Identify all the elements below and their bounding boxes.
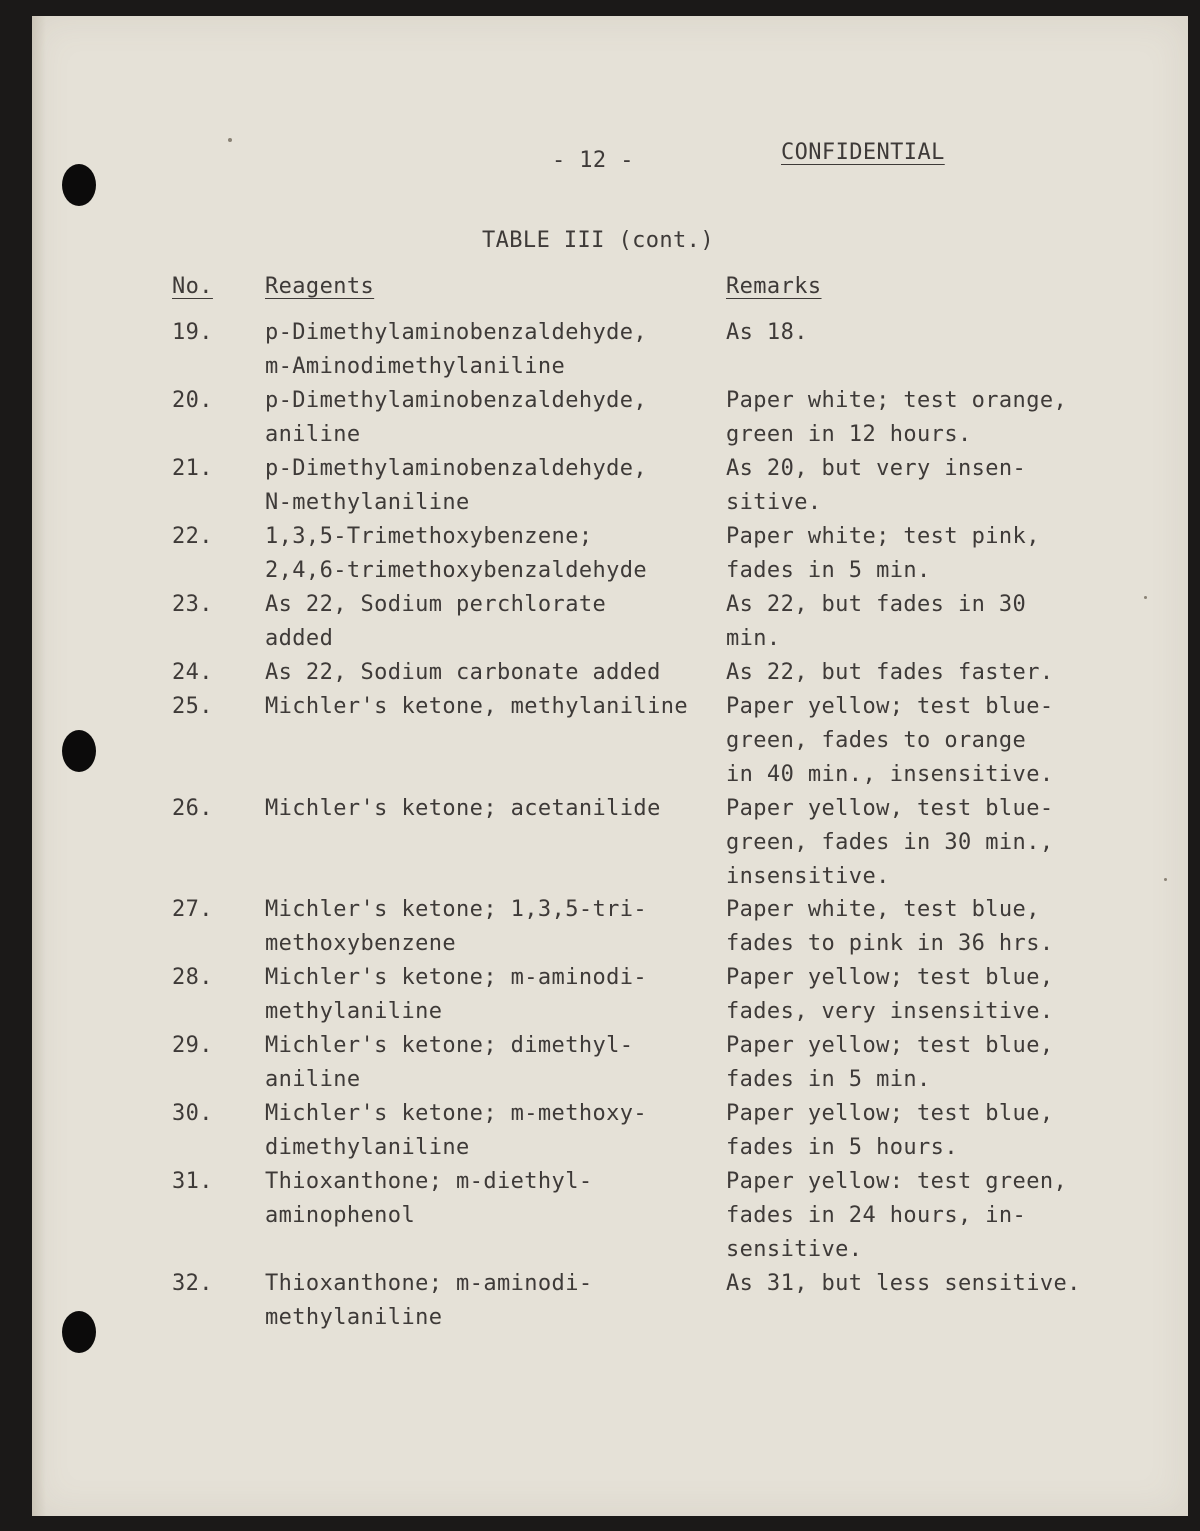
row-number: 30. bbox=[172, 1101, 213, 1126]
reagent-line: Michler's ketone; acetanilide bbox=[265, 796, 661, 821]
row-number: 19. bbox=[172, 320, 213, 345]
row-number: 26. bbox=[172, 796, 213, 821]
remark-line: Paper yellow: test green, bbox=[726, 1169, 1068, 1194]
row-number: 31. bbox=[172, 1169, 213, 1194]
remark-line: fades, very insensitive. bbox=[726, 999, 1054, 1024]
row-number: 24. bbox=[172, 660, 213, 685]
column-header-remarks: Remarks bbox=[726, 274, 822, 299]
remark-line: As 18. bbox=[726, 320, 808, 345]
remark-line: Paper white, test blue, bbox=[726, 897, 1040, 922]
row-number: 29. bbox=[172, 1033, 213, 1058]
column-header-reagents: Reagents bbox=[265, 274, 375, 299]
reagent-line: dimethylaniline bbox=[265, 1135, 470, 1160]
remark-line: Paper yellow; test blue, bbox=[726, 1033, 1054, 1058]
remark-line: fades in 5 min. bbox=[726, 558, 931, 583]
reagent-line: Michler's ketone; m-aminodi- bbox=[265, 965, 648, 990]
paper-speck bbox=[1164, 878, 1167, 881]
reagent-line: 2,4,6-trimethoxybenzaldehyde bbox=[265, 558, 648, 583]
remark-line: green, fades in 30 min., bbox=[726, 830, 1054, 855]
paper-speck bbox=[228, 138, 232, 142]
reagent-line: Michler's ketone; 1,3,5-tri- bbox=[265, 897, 648, 922]
column-header-no: No. bbox=[172, 274, 213, 299]
reagent-line: N-methylaniline bbox=[265, 490, 470, 515]
reagent-line: Thioxanthone; m-aminodi- bbox=[265, 1271, 593, 1296]
remark-line: green, fades to orange bbox=[726, 728, 1027, 753]
reagent-line: Michler's ketone; m-methoxy- bbox=[265, 1101, 648, 1126]
remark-line: fades to pink in 36 hrs. bbox=[726, 931, 1054, 956]
row-number: 21. bbox=[172, 456, 213, 481]
page-number: - 12 - bbox=[552, 148, 634, 173]
remark-line: in 40 min., insensitive. bbox=[726, 762, 1054, 787]
reagent-line: methylaniline bbox=[265, 999, 443, 1024]
reagent-line: Thioxanthone; m-diethyl- bbox=[265, 1169, 593, 1194]
classification-label: CONFIDENTIAL bbox=[781, 140, 945, 165]
remark-line: Paper yellow; test blue- bbox=[726, 694, 1054, 719]
row-number: 27. bbox=[172, 897, 213, 922]
remark-line: Paper yellow, test blue- bbox=[726, 796, 1054, 821]
reagent-line: p-Dimethylaminobenzaldehyde, bbox=[265, 456, 648, 481]
reagent-line: aniline bbox=[265, 1067, 361, 1092]
reagent-line: Michler's ketone, methylaniline bbox=[265, 694, 688, 719]
reagent-line: p-Dimethylaminobenzaldehyde, bbox=[265, 320, 648, 345]
row-number: 23. bbox=[172, 592, 213, 617]
remark-line: fades in 5 min. bbox=[726, 1067, 931, 1092]
reagent-line: Michler's ketone; dimethyl- bbox=[265, 1033, 634, 1058]
reagent-line: As 22, Sodium carbonate added bbox=[265, 660, 661, 685]
reagent-line: added bbox=[265, 626, 334, 651]
reagent-line: aniline bbox=[265, 422, 361, 447]
remark-line: min. bbox=[726, 626, 781, 651]
reagent-line: m-Aminodimethylaniline bbox=[265, 354, 566, 379]
remark-line: Paper yellow; test blue, bbox=[726, 965, 1054, 990]
remark-line: sensitive. bbox=[726, 1237, 863, 1262]
remark-line: As 20, but very insen- bbox=[726, 456, 1027, 481]
row-number: 20. bbox=[172, 388, 213, 413]
remark-line: green in 12 hours. bbox=[726, 422, 972, 447]
row-number: 28. bbox=[172, 965, 213, 990]
remark-line: Paper yellow; test blue, bbox=[726, 1101, 1054, 1126]
remark-line: fades in 24 hours, in- bbox=[726, 1203, 1027, 1228]
remark-line: Paper white; test orange, bbox=[726, 388, 1068, 413]
remark-line: As 31, but less sensitive. bbox=[726, 1271, 1081, 1296]
reagent-line: p-Dimethylaminobenzaldehyde, bbox=[265, 388, 648, 413]
row-number: 32. bbox=[172, 1271, 213, 1296]
remark-line: As 22, but fades in 30 bbox=[726, 592, 1027, 617]
reagent-line: As 22, Sodium perchlorate bbox=[265, 592, 607, 617]
reagent-line: methylaniline bbox=[265, 1305, 443, 1330]
punch-hole-bottom bbox=[62, 1311, 96, 1353]
remark-line: sitive. bbox=[726, 490, 822, 515]
row-number: 22. bbox=[172, 524, 213, 549]
remark-line: insensitive. bbox=[726, 864, 890, 889]
reagent-line: aminophenol bbox=[265, 1203, 416, 1228]
remark-line: Paper white; test pink, bbox=[726, 524, 1040, 549]
reagent-line: methoxybenzene bbox=[265, 931, 457, 956]
punch-hole-top bbox=[62, 164, 96, 206]
remark-line: As 22, but fades faster. bbox=[726, 660, 1054, 685]
table-title: TABLE III (cont.) bbox=[482, 228, 714, 253]
paper-speck bbox=[1144, 596, 1147, 599]
document-page bbox=[32, 16, 1188, 1516]
reagent-line: 1,3,5-Trimethoxybenzene; bbox=[265, 524, 593, 549]
page-edge-shadow bbox=[32, 16, 46, 1516]
row-number: 25. bbox=[172, 694, 213, 719]
punch-hole-middle bbox=[62, 730, 96, 772]
remark-line: fades in 5 hours. bbox=[726, 1135, 958, 1160]
